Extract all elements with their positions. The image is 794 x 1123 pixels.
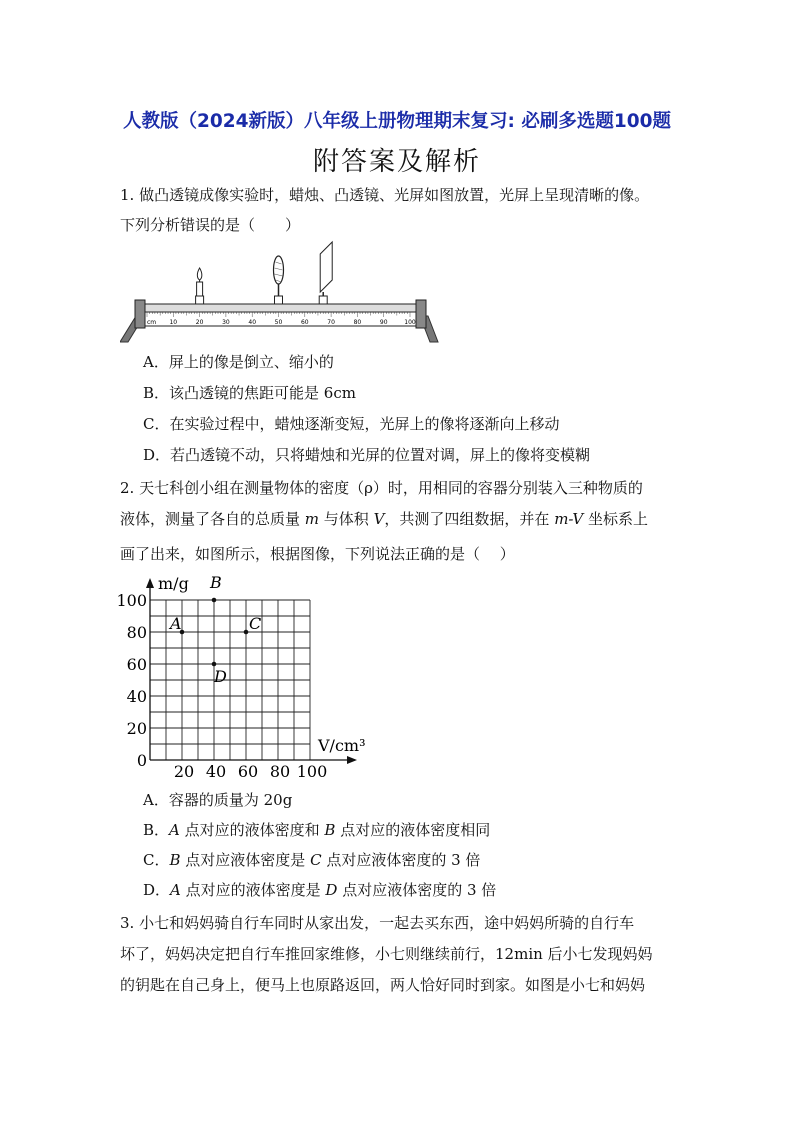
- x-tick-label: 20: [173, 762, 195, 781]
- question-3-line-1: 3. 小七和妈妈骑自行车同时从家出发，一起去买东西，途中妈妈所骑的自行车: [120, 914, 635, 932]
- question-3-line-2: 坏了，妈妈决定把自行车推回家维修，小七则继续前行，12min 后小七发现妈妈: [120, 945, 653, 963]
- question-2-line-2: 液体，测量了各自的总质量 m 与体积 V，共测了四组数据，并在 m-V 坐标系上: [120, 510, 649, 528]
- question-2-line-3: 画了出来，如图所示，根据图像，下列说法正确的是（ ）: [120, 545, 515, 563]
- question-1-line-1: 1. 做凸透镜成像实验时，蜡烛、凸透镜、光屏如图放置，光屏上呈现清晰的像。: [120, 186, 650, 204]
- scale-tick-label: 20: [195, 319, 204, 326]
- x-tick-label: 60: [237, 762, 259, 781]
- candle-icon: [196, 268, 204, 304]
- light-screen-icon: [319, 242, 332, 304]
- y-tick-label: 60: [126, 655, 147, 674]
- document-subtitle: 附答案及解析: [312, 147, 481, 177]
- data-point-d: [212, 662, 217, 667]
- q2-option-a: A．容器的质量为 20g: [143, 791, 293, 809]
- question-1-line-2: 下列分析错误的是（ ）: [120, 216, 301, 234]
- point-label-d: D: [214, 667, 227, 686]
- y-tick-label: 0: [136, 751, 147, 770]
- convex-lens-icon: [274, 256, 284, 304]
- scale-tick-label: 70: [327, 319, 335, 326]
- point-label-c: C: [249, 614, 262, 633]
- bench-left-end: [135, 300, 145, 328]
- q1-option-d: D．若凸透镜不动，只将蜡烛和光屏的位置对调，屏上的像将变模糊: [143, 446, 591, 464]
- question-number: 3.: [120, 914, 135, 932]
- scale-tick-label: 100: [404, 319, 416, 326]
- point-label-a: A: [170, 614, 182, 633]
- bench-rail: [145, 304, 416, 312]
- data-point-c: [244, 630, 249, 635]
- x-tick-label: 80: [269, 762, 291, 781]
- q2-option-c: C．B 点对应液体密度是 C 点对应液体密度的 3 倍: [143, 851, 481, 869]
- q2-option-d: D．A 点对应的液体密度是 D 点对应液体密度的 3 倍: [143, 881, 497, 899]
- scale-tick-label: 40: [248, 319, 257, 326]
- question-number: 2.: [120, 479, 135, 497]
- scale-tick-label: 50: [274, 319, 283, 326]
- scale-tick-label: 10: [169, 319, 178, 326]
- point-label-b: B: [210, 573, 222, 592]
- x-tick-label: 100: [296, 762, 328, 781]
- q1-option-a: A．屏上的像是倒立、缩小的: [143, 353, 334, 371]
- scale-tick-label: 90: [379, 319, 388, 326]
- question-3-line-3: 的钥匙在自己身上，便马上也原路返回，两人恰好同时到家。如图是小七和妈妈: [120, 976, 646, 994]
- document-title: 人教版（2024新版）八年级上册物理期末复习: 必刷多选题100题: [123, 111, 671, 132]
- y-tick-label: 40: [126, 687, 147, 706]
- question-number: 1.: [120, 186, 135, 204]
- scale-tick-label: 60: [300, 319, 309, 326]
- optical-bench-figure: [120, 240, 450, 345]
- scale-tick-label: 80: [353, 319, 362, 326]
- y-tick-label: 100: [116, 591, 147, 610]
- chart-y-axis-label: m/g: [158, 574, 189, 593]
- scale-unit-label: cm: [147, 319, 157, 326]
- chart-y-tick-labels: [116, 591, 147, 770]
- x-axis-arrow: [347, 756, 357, 764]
- scale-tick-label: 30: [222, 319, 230, 326]
- x-tick-label: 40: [205, 762, 227, 781]
- chart-x-tick-labels: [174, 762, 327, 781]
- q2-option-b: B．A 点对应的液体密度和 B 点对应的液体密度相同: [143, 821, 491, 839]
- y-axis-arrow: [146, 578, 154, 588]
- q1-option-b: B．该凸透镜的焦距可能是 6cm: [143, 384, 356, 402]
- y-tick-label: 20: [126, 719, 147, 738]
- chart-x-axis-label: V/cm³: [318, 736, 366, 755]
- y-tick-label: 80: [126, 623, 147, 642]
- bench-right-end: [416, 300, 426, 328]
- m-v-chart: [110, 572, 370, 782]
- data-point-b: [212, 598, 217, 603]
- question-2-line-1: 2. 天七科创小组在测量物体的密度（ρ）时，用相同的容器分别装入三种物质的: [120, 479, 643, 497]
- q1-option-c: C．在实验过程中，蜡烛逐渐变短，光屏上的像将逐渐向上移动: [143, 415, 560, 433]
